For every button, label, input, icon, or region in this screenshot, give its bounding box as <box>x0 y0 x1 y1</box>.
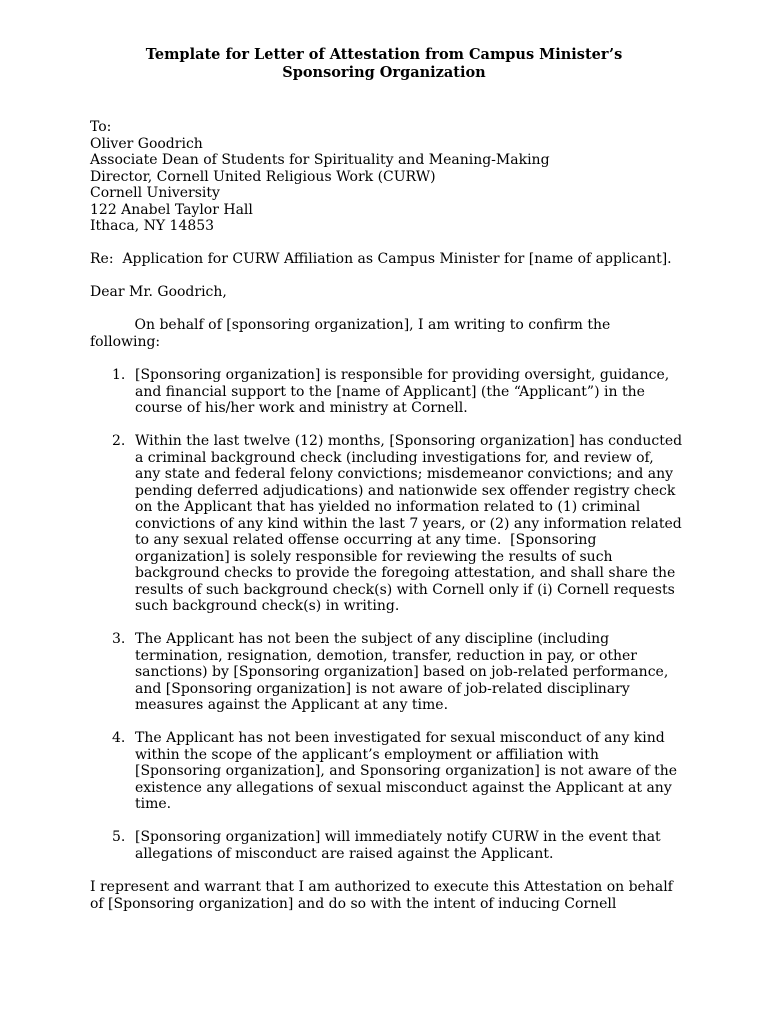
list-item-line: allegations of misconduct are raised against the Applicant. <box>135 845 554 862</box>
list-item-line: termination, resignation, demotion, transfer, reduction in pay, or other <box>135 647 637 664</box>
list-item-line: organization] is solely responsible for reviewing the results of such <box>135 548 613 565</box>
list-item-line: sanctions) by [Sponsoring organization] based on job-related performance, <box>135 664 669 680</box>
closing-line: I represent and warrant that I am authorized to execute this Attestation on behalf <box>90 879 673 895</box>
list-item-line: [Sponsoring organization], and Sponsoring organization] is not aware of the <box>135 763 678 779</box>
list-item-line: convictions of any kind within the last 7 years, or (2) any information related <box>135 515 682 532</box>
recipient-to: To: <box>90 119 112 135</box>
list-item-line: and financial support to the [name of Applicant] (the “Applicant”) in the <box>135 383 645 400</box>
recipient-institution: Cornell University <box>90 185 220 201</box>
list-item-line: on the Applicant that has yielded no information related to (1) criminal <box>135 499 641 515</box>
list-item-number: 5. <box>112 829 126 845</box>
list-item-line: within the scope of the applicant’s employment or affiliation with <box>135 746 599 763</box>
list-item-line: measures against the Applicant at any time. <box>135 697 449 713</box>
document-title-line2: Sponsoring Organization <box>282 64 486 81</box>
list-item-line: existence any allegations of sexual misconduct against the Applicant at any <box>135 779 672 796</box>
list-item-line: a criminal background check (including investigations for, and review of, <box>135 449 654 466</box>
list-item-line: The Applicant has not been investigated for sexual misconduct of any kind <box>135 730 665 746</box>
recipient-name: Oliver Goodrich <box>90 135 203 152</box>
intro-line: following: <box>90 333 161 350</box>
list-item-number: 3. <box>112 631 126 647</box>
list-item-line: results of such background check(s) with Cornell only if (i) Cornell requests <box>135 581 675 598</box>
recipient-title2: Director, Cornell United Religious Work (CURW) <box>90 168 436 185</box>
list-item-line: time. <box>135 796 172 812</box>
list-item-number: 1. <box>112 367 126 383</box>
document-title: Template for Letter of Attestation from Campus Minister’s <box>145 46 623 63</box>
recipient-street: 122 Anabel Taylor Hall <box>90 201 253 218</box>
list-item-line: and [Sponsoring organization] is not aware of job-related disciplinary <box>135 680 630 697</box>
list-item-line: [Sponsoring organization] is responsible for providing oversight, guidance, <box>135 367 670 383</box>
list-item-line: [Sponsoring organization] will immediately notify CURW in the event that <box>135 829 661 845</box>
salutation: Dear Mr. Goodrich, <box>90 284 227 300</box>
list-item-line: The Applicant has not been the subject of any discipline (including <box>135 631 610 647</box>
list-item-number: 2. <box>112 433 126 449</box>
list-item-line: any state and federal felony convictions; misdemeanor convictions; and any <box>135 466 674 482</box>
list-item-line: Within the last twelve (12) months, [Sponsoring organization] has conducted <box>135 433 683 449</box>
list-item-number: 4. <box>112 730 126 746</box>
intro-line: On behalf of [sponsoring organization], I am writing to confirm the <box>90 317 611 333</box>
list-item-line: course of his/her work and ministry at Cornell. <box>135 400 468 416</box>
list-item-line: pending deferred adjudications) and nationwide sex offender registry check <box>135 482 676 499</box>
list-item-line: to any sexual related offense occurring at any time. [Sponsoring <box>135 532 597 548</box>
list-item-line: such background check(s) in writing. <box>135 598 400 614</box>
recipient-title: Associate Dean of Students for Spirituality and Meaning-Making <box>90 152 550 168</box>
re-line: Re: Application for CURW Affiliation as Campus Minister for [name of applicant]. <box>90 251 672 267</box>
list-item-line: background checks to provide the foregoing attestation, and shall share the <box>135 565 676 581</box>
recipient-city: Ithaca, NY 14853 <box>90 218 215 234</box>
closing-line: of [Sponsoring organization] and do so with the intent of inducing Cornell <box>90 895 617 912</box>
